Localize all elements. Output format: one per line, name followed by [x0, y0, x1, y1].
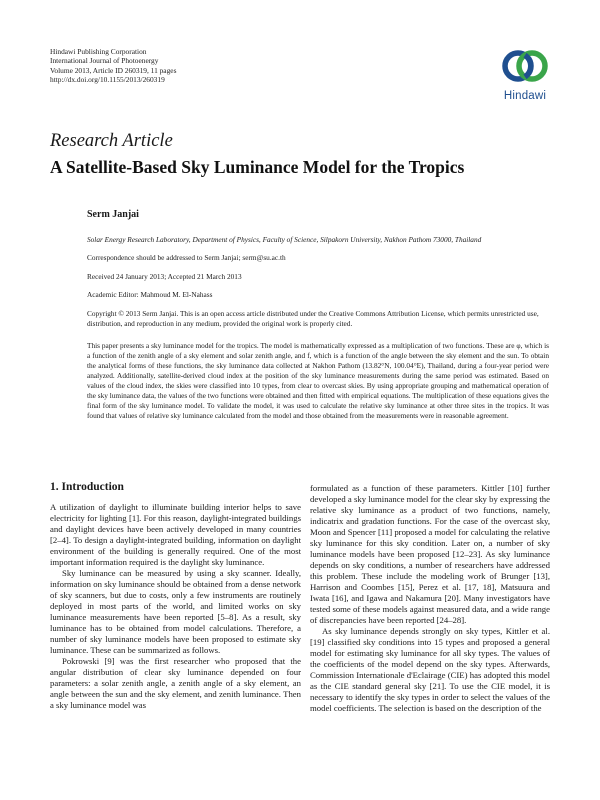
section-title: 1. Introduction — [50, 481, 124, 493]
left-column — [50, 502, 301, 711]
hindawi-rings-icon — [496, 46, 554, 90]
article-type: Research Article — [50, 131, 173, 151]
journal-name: International Journal of Photoenergy — [50, 56, 159, 66]
logo-text: Hindawi — [503, 90, 547, 102]
publisher: Hindawi Publishing Corporation — [50, 47, 147, 56]
copyright-notice: Copyright © 2013 Serm Janjai. This is an open access article distributed under the Creative Commons Attribution License, which permits unrestricted use, distribution, and reproduction in any medium, provided the original work is properly cited. — [87, 309, 539, 328]
received-dates: Received 24 January 2013; Accepted 21 March 2013 — [87, 272, 242, 281]
author-name: Serm Janjai — [87, 209, 139, 220]
paragraph: Pokrowski [9] was the first researcher who proposed that the angular distribution of clear sky luminance depended on four parameters: a solar zenith angle, a zenith angle of a sky element, an angle between the sun and the sky element, and zenith luminance. Then a sky luminance model was — [50, 656, 301, 710]
correspondence: Correspondence should be addressed to Serm Janjai; serm@su.ac.th — [87, 253, 286, 262]
paragraph: Sky luminance can be measured by using a sky scanner. Ideally, information on sky luminance should be obtained from a dense network of sky scanners, but due to costs, only a few instruments are routinely deployed in most parts of the world, and limited works on sky luminance measurements have been reported [5–8]. As a result, sky luminance has to be obtained from model calculations. Therefore, a number of sky luminance models have been proposed to estimate sky luminance. These can be summarized as follows. — [50, 568, 301, 655]
academic-editor: Academic Editor: Mahmoud M. El-Nahass — [87, 290, 213, 299]
right-column — [310, 483, 550, 714]
journal-header — [50, 47, 176, 84]
paragraph: As sky luminance depends strongly on sky types, Kittler et al. [19] classified sky conditions into 15 types and proposed a general model for estimating sky luminance for all sky types. The values of the coefficients of the model depend on the sky types. Afterwards, Commission Internationale d'Eclairage (CIE) has adopted this model as the CIE standard general sky [21]. To use the CIE model, it is necessary to identify the sky types in order to select the values of the model coefficients. The selection is based on the description of the — [310, 626, 550, 713]
affiliation: Solar Energy Research Laboratory, Department of Physics, Faculty of Science, Silpakorn University, Nakhon Pathom 73000, Thailand — [87, 235, 482, 244]
paragraph: formulated as a function of these parameters. Kittler [10] further developed a sky luminance model for the clear sky by expressing the relative sky luminance as a product of two functions, namely, indicatrix and gradation functions. For the case of the overcast sky, Moon and Spencer [11] proposed a model for calculating the relative sky luminance for this sky condition. Later on, a number of sky luminance models have been proposed [12–23]. As sky luminance depends on sky conditions, a number of researchers have addressed this problem. These include the modeling work of Brunger [13], Harrison and Coombes [15], Perez et al. [17, 18], Matsuura and Iwata [16], and Igawa and Nakamura [20]. Many investigators have tested some of these models against measured data, and a wide range of discrepancies have been reported [24–28]. — [310, 483, 550, 625]
paragraph: A utilization of daylight to illuminate building interior helps to save electricity for lighting [1]. For this reason, daylight-integrated buildings and daylight devices have been actively developed in many countries [2–4]. To design a daylight-integrated building, information on daylight environment of the building is generally required. One of the most important information required is the daylight sky luminance. — [50, 502, 301, 567]
abstract: This paper presents a sky luminance model for the tropics. The model is mathematically expressed as a multiplication of two functions. These are φ, which is a function of the zenith angle of a sky element and solar zenith angle, and f, which is a function of the angle between the sky element and the sun. To obtain the analytical forms of these functions, the sky luminance data collected at Nakhon Pathom (13.82°N, 100.04°E), Thailand, during a four-year period were analyzed. Additionally, satellite-derived cloud index at the position of the sky luminance measurements during the same period was estimated. Based on values of the cloud index, the skies were classified into 10 types, from clear to overcast skies. By using appropriate grouping and mathematical operation of the sky luminance data, the values of the two functions were obtained and then fitted with empirical equations. The multiplication of these equations gives the final form of the sky luminance model. To validate the model, it was used to calculate the relative sky luminance at other three sites in the tropics. It was found that values of relative sky luminance calculated from the model and those obtained from the measurements were in reasonable agreement. — [87, 341, 549, 420]
hindawi-logo — [496, 46, 554, 108]
doi-link[interactable]: http://dx.doi.org/10.1155/2013/260319 — [50, 74, 165, 84]
volume-info: Volume 2013, Article ID 260319, 11 pages — [50, 65, 177, 75]
paper-title: A Satellite-Based Sky Luminance Model for the Tropics — [50, 157, 465, 177]
